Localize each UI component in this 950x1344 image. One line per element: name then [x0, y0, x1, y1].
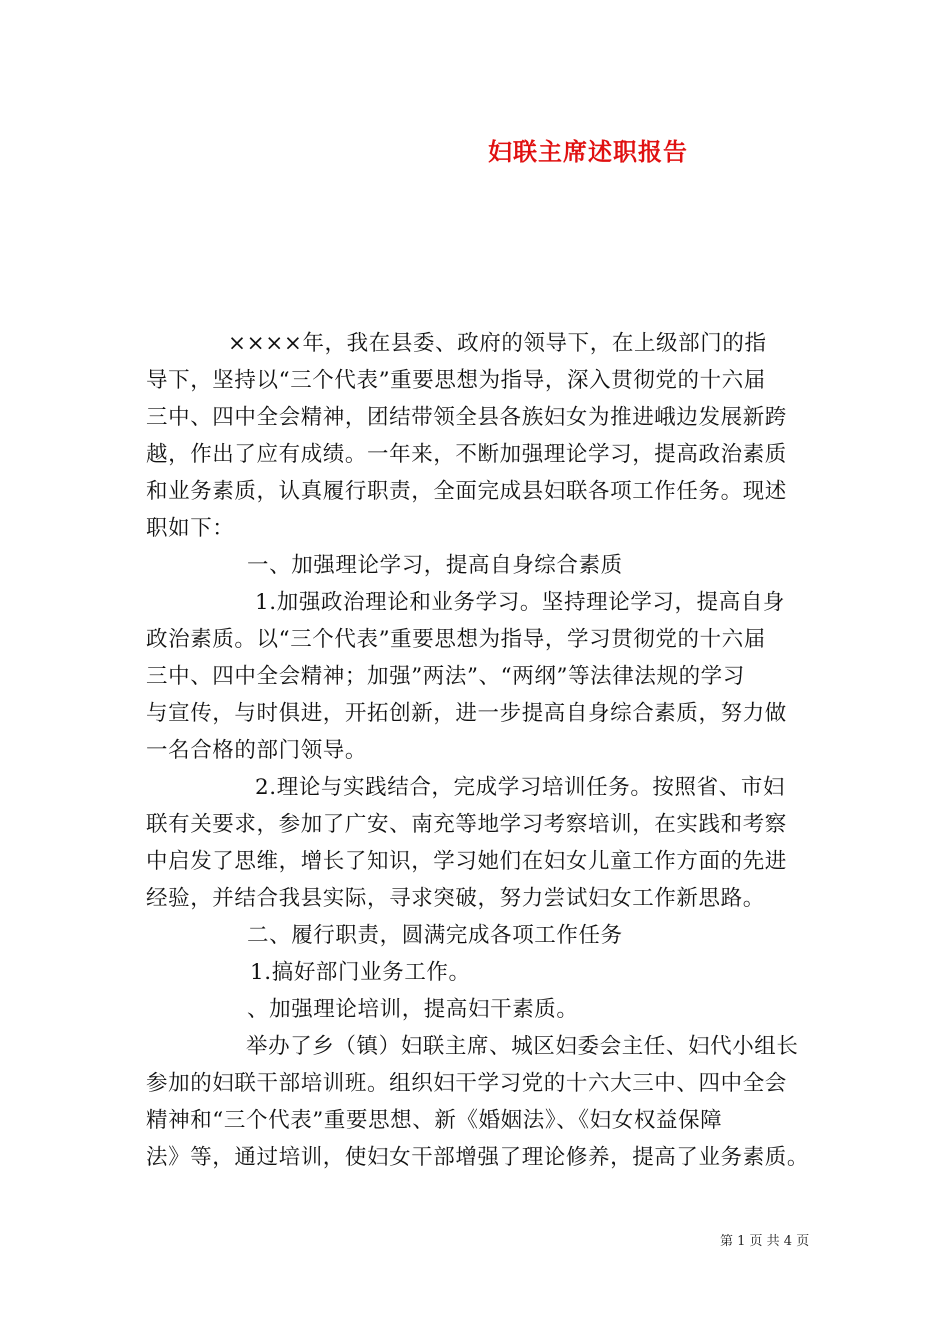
section-heading: 二、履行职责，圆满完成各项工作任务	[247, 923, 623, 948]
body-line: 与宣传，与时俱进，开拓创新，进一步提高自身综合素质，努力做	[146, 701, 787, 726]
body-line: 一名合格的部门领导。	[146, 738, 368, 763]
body-line: 参加的妇联干部培训班。组织妇干学习党的十六大三中、四中全会	[146, 1071, 787, 1096]
body-line: 法》等，通过培训，使妇女干部增强了理论修养，提高了业务素质。	[146, 1145, 810, 1170]
body-line: 1.加强政治理论和业务学习。坚持理论学习，提高自身	[255, 590, 786, 615]
body-line: 中启发了思维，增长了知识，学习她们在妇女儿童工作方面的先进	[146, 849, 787, 874]
body-line: 和业务素质，认真履行职责，全面完成县妇联各项工作任务。现述	[146, 479, 787, 504]
body-line: 越，作出了应有成绩。一年来，不断加强理论学习，提高政治素质	[146, 442, 787, 467]
body-line: 三中、四中全会精神，团结带领全县各族妇女为推进峨边发展新跨	[146, 405, 787, 430]
body-line: 联有关要求，参加了广安、南充等地学习考察培训，在实践和考察	[146, 812, 787, 837]
body-line: 精神和“三个代表”重要思想、新《婚姻法》、《妇女权益保障	[146, 1108, 723, 1133]
body-line: 导下，坚持以“三个代表”重要思想为指导，深入贯彻党的十六届	[146, 368, 766, 393]
document-body	[146, 325, 818, 1176]
body-line: 职如下：	[146, 516, 235, 541]
body-line: 举办了乡（镇）妇联主席、城区妇委会主任、妇代小组长	[246, 1034, 799, 1059]
body-line: 经验，并结合我县实际，寻求突破，努力尝试妇女工作新思路。	[146, 886, 765, 911]
body-line: 、加强理论培训，提高妇干素质。	[247, 997, 579, 1022]
page-number: 第 1 页 共 4 页	[720, 1234, 810, 1249]
document-title: 妇联主席述职报告	[488, 137, 688, 166]
body-line: 政治素质。以“三个代表”重要思想为指导，学习贯彻党的十六届	[146, 627, 766, 652]
body-line: 1.搞好部门业务工作。	[250, 960, 471, 985]
body-line: 2.理论与实践结合，完成学习培训任务。按照省、市妇	[255, 775, 786, 800]
section-heading: 一、加强理论学习，提高自身综合素质	[247, 553, 623, 578]
body-line: ××××年，我在县委、政府的领导下，在上级部门的指	[228, 331, 767, 356]
body-line: 三中、四中全会精神；加强”两法”、“两纲”等法律法规的学习	[146, 664, 745, 689]
